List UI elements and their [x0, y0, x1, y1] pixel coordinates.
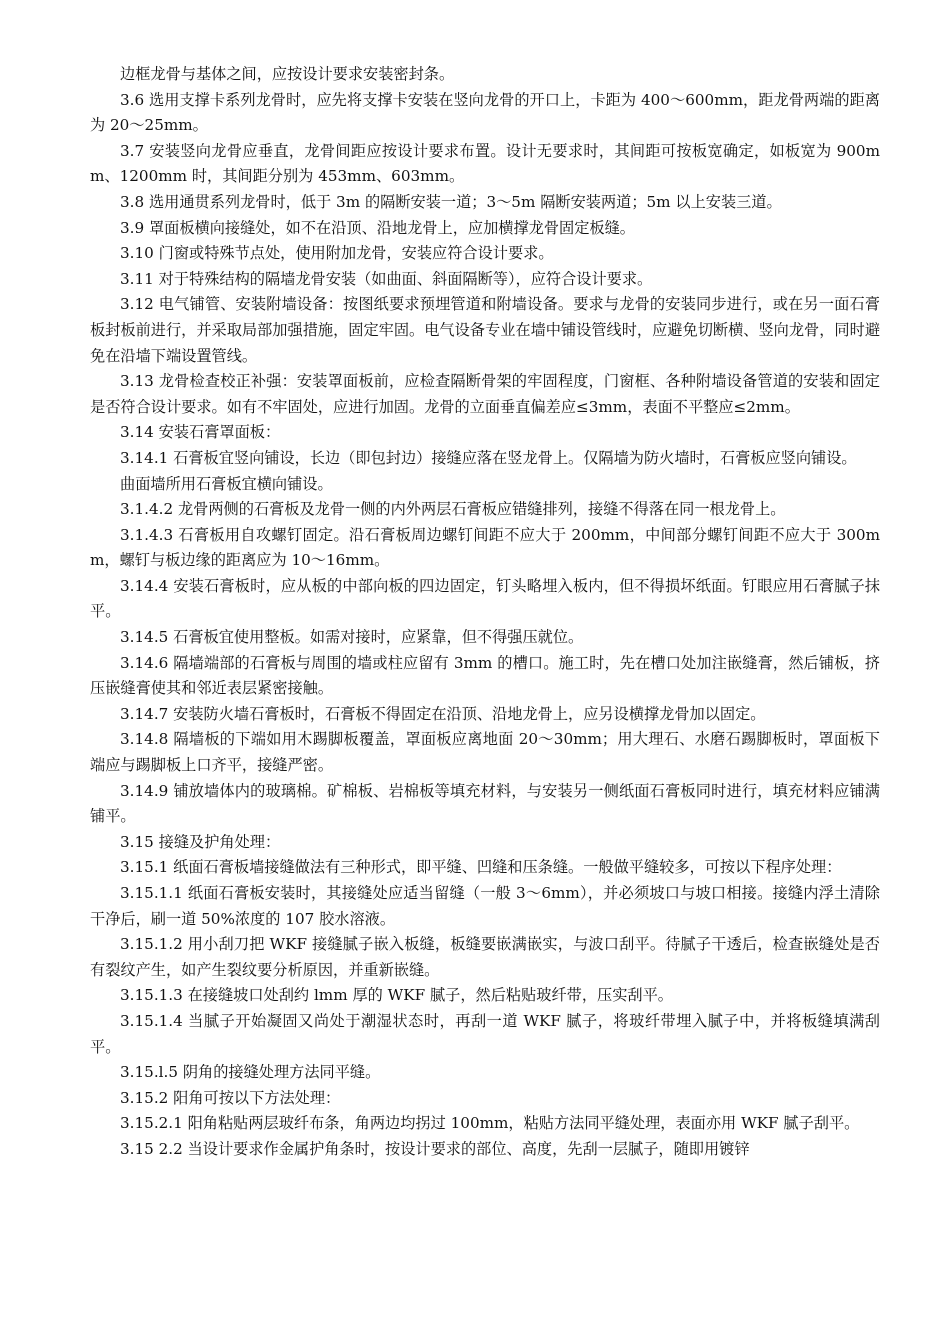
paragraph-17: 3.14.6 隔墙端部的石膏板与周围的墙或柱应留有 3mm 的槽口。施工时，先在槽口处加注嵌缝膏，然后铺板，挤压嵌缝膏使其和邻近表层紧密接触。 — [90, 653, 880, 698]
paragraph-18: 3.14.7 安装防火墙石膏板时，石膏板不得固定在沿顶、沿地龙骨上，应另设横撑龙骨加以固定。 — [120, 704, 766, 723]
paragraph-15: 3.14.4 安装石膏板时，应从板的中部向板的四边固定，钉头略埋入板内，但不得损坏纸面。钉眼应用石膏腻子抹平。 — [90, 576, 880, 621]
paragraph-3: 3.7 安装竖向龙骨应垂直，龙骨间距应按设计要求布置。设计无要求时，其间距可按板宽确定，如板宽为 900mm、1200mm 时，其间距分别为 453mm、603mm。 — [90, 141, 880, 186]
paragraph-22: 3.15.1 纸面石膏板墙接缝做法有三种形式，即平缝、凹缝和压条缝。一般做平缝较多，可按以下程序处理： — [120, 858, 842, 877]
paragraph-8: 3.12 电气铺管、安装附墙设备：按图纸要求预埋管道和附墙设备。要求与龙骨的安装同步进行，或在另一面石膏板封板前进行，并采取局部加强措施，固定牢固。电气设备专业在墙中铺设管线时，应避免切断横、竖向龙骨，同时避免在沿墙下端设置管线。 — [90, 295, 880, 365]
paragraph-23: 3.15.1.1 纸面石膏板安装时，其接缝处应适当留缝（一般 3～6mm），并必须坡口与坡口相接。接缝内浮土清除干净后，刷一道 50%浓度的 107 胶水溶液。 — [90, 884, 880, 928]
paragraph-26: 3.15.1.4 当腻子开始凝固又尚处于潮湿状态时，再刮一道 WKF 腻子，将玻纤带埋入腻子中，并将板缝填满刮平。 — [90, 1011, 880, 1056]
paragraph-7: 3.11 对于特殊结构的隔墙龙骨安装（如曲面、斜面隔断等），应符合设计要求。 — [120, 269, 653, 288]
paragraph-14: 3.1.4.3 石膏板用自攻螺钉固定。沿石膏板周边螺钉间距不应大于 200mm，中间部分螺钉间距不应大于 300mm，螺钉与板边缘的距离应为 10～16mm。 — [90, 525, 880, 570]
paragraph-30: 3.15 2.2 当设计要求作金属护角条时，按设计要求的部位、高度，先刮一层腻子，随即用镀锌 — [120, 1139, 750, 1158]
paragraph-13: 3.1.4.2 龙骨两侧的石膏板及龙骨一侧的内外两层石膏板应错缝排列，接缝不得落在同一根龙骨上。 — [120, 500, 786, 519]
paragraph-20: 3.14.9 铺放墙体内的玻璃棉。矿棉板、岩棉板等填充材料，与安装另一侧纸面石膏板同时进行，填充材料应铺满铺平。 — [90, 781, 880, 826]
paragraph-21: 3.15 接缝及护角处理： — [120, 832, 281, 851]
paragraph-24: 3.15.1.2 用小刮刀把 WKF 接缝腻子嵌入板缝，板缝要嵌满嵌实，与波口刮平。待腻子干透后，检查嵌缝处是否有裂纹产生，如产生裂纹要分析原因，并重新嵌缝。 — [90, 935, 880, 979]
paragraph-6: 3.10 门窗或特殊节点处，使用附加龙骨，安装应符合设计要求。 — [120, 244, 554, 263]
document-page — [90, 62, 880, 1163]
paragraph-12: 曲面墙所用石膏板宜横向铺设。 — [120, 474, 333, 493]
paragraph-5: 3.9 罩面板横向接缝处，如不在沿顶、沿地龙骨上，应加横撑龙骨固定板缝。 — [120, 218, 635, 237]
paragraph-25: 3.15.1.3 在接缝坡口处刮约 lmm 厚的 WKF 腻子，然后粘贴玻纤带，压实刮平。 — [120, 986, 673, 1005]
paragraph-4: 3.8 选用通贯系列龙骨时，低于 3m 的隔断安装一道；3～5m 隔断安装两道；5m 以上安装三道。 — [120, 192, 782, 211]
paragraph-28: 3.15.2 阳角可按以下方法处理： — [120, 1088, 341, 1107]
paragraph-16: 3.14.5 石膏板宜使用整板。如需对接时，应紧靠，但不得强压就位。 — [120, 628, 584, 647]
paragraph-11: 3.14.1 石膏板宜竖向铺设，长边（即包封边）接缝应落在竖龙骨上。仅隔墙为防火墙时，石膏板应竖向铺设。 — [120, 448, 857, 467]
paragraph-19: 3.14.8 隔墙板的下端如用木踢脚板覆盖，罩面板应离地面 20～30mm；用大理石、水磨石踢脚板时，罩面板下端应与踢脚板上口齐平，接缝严密。 — [90, 730, 880, 775]
paragraph-29: 3.15.2.1 阳角粘贴两层玻纤布条，角两边均拐过 100mm，粘贴方法同平缝处理，表面亦用 WKF 腻子刮平。 — [120, 1114, 860, 1133]
paragraph-2: 3.6 选用支撑卡系列龙骨时，应先将支撑卡安装在竖向龙骨的开口上，卡距为 400～600mm，距龙骨两端的距离为 20～25mm。 — [90, 90, 880, 135]
paragraph-27: 3.15.l.5 阴角的接缝处理方法同平缝。 — [120, 1063, 381, 1082]
paragraph-9: 3.13 龙骨检查校正补强：安装罩面板前，应检查隔断骨架的牢固程度，门窗框、各种附墙设备管道的安装和固定是否符合设计要求。如有不牢固处，应进行加固。龙骨的立面垂直偏差应≤3mm，表面不平整应≤2mm。 — [90, 372, 880, 416]
paragraph-1: 边框龙骨与基体之间，应按设计要求安装密封条。 — [120, 65, 455, 83]
paragraph-10: 3.14 安装石膏罩面板： — [120, 423, 281, 442]
